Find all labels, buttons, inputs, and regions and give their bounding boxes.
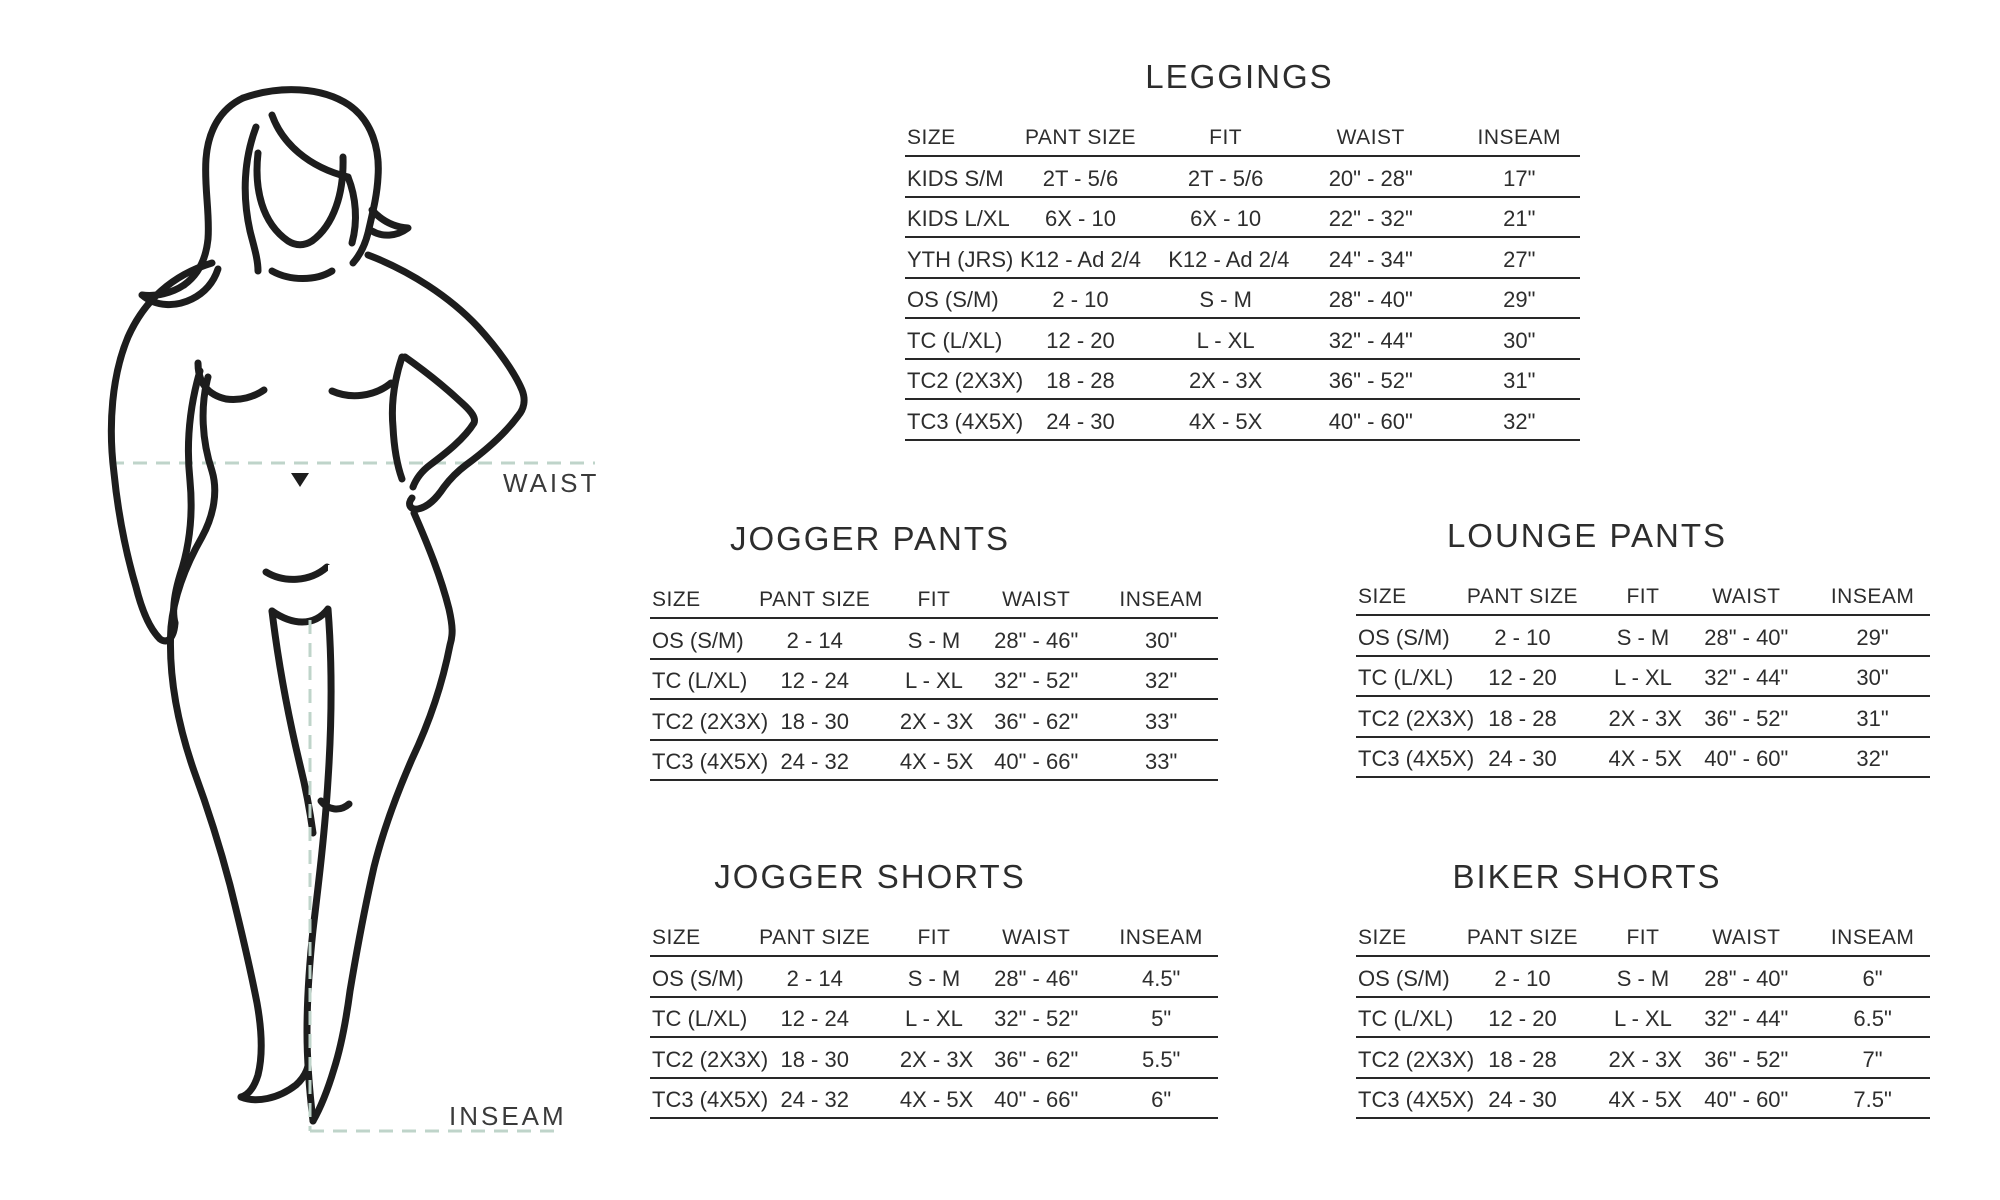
table-cell: KIDS L/XL (907, 206, 1010, 231)
right-breast-curve (332, 383, 391, 396)
table-cell: L - XL (1614, 665, 1672, 690)
table-cell: 18 - 28 (1488, 705, 1557, 731)
table-cell: 12 - 24 (780, 1006, 849, 1031)
table-cell: TC (L/XL) (652, 668, 748, 693)
column-header-size: SIZE (652, 588, 701, 611)
table-row (650, 957, 1218, 998)
table-title: LOUNGE PANTS (1446, 517, 1728, 554)
table-row (650, 660, 1218, 701)
table-cell: 7.5" (1853, 1087, 1892, 1112)
column-header-fit: FIT (917, 588, 951, 611)
left-inner-thigh (272, 611, 313, 833)
table-cell: 30" (1145, 627, 1178, 653)
column-header-inseam: INSEAM (1119, 926, 1203, 949)
table-cell: 4.5" (1141, 965, 1181, 991)
table-body (1356, 616, 1930, 778)
hair-left-strand (245, 127, 258, 271)
size-table-biker-shorts (1356, 860, 1930, 1119)
table-cell: S - M (1199, 287, 1252, 312)
table-cell: 18 - 28 (1046, 368, 1115, 393)
table-header-row (650, 588, 1218, 619)
hair-right-flick (372, 210, 408, 235)
table-cell: 24 - 32 (780, 1087, 849, 1112)
lower-belly-curve (266, 567, 327, 579)
table-row (905, 198, 1580, 239)
table-cell: 2X - 3X (1608, 1046, 1682, 1072)
waist-measure-label: WAIST (503, 468, 600, 498)
table-cell: K12 - Ad 2/4 (1168, 246, 1290, 272)
table-cell: 4X - 5X (1188, 408, 1263, 434)
table-cell: 28" - 46" (994, 627, 1079, 653)
table-cell: 2T - 5/6 (1187, 165, 1264, 191)
table-cell: TC2 (2X3X) (907, 368, 1024, 393)
table-cell: 32" - 44" (1328, 327, 1413, 353)
body-measurement-illustration (60, 75, 600, 1165)
table-cell: 40" - 60" (1328, 408, 1413, 434)
column-header-waist: WAIST (1712, 926, 1781, 949)
column-header-pant-size: PANT SIZE (1466, 585, 1578, 608)
column-header-inseam: INSEAM (1830, 926, 1915, 949)
column-header-pant-size: PANT SIZE (759, 588, 871, 611)
table-row (1356, 1079, 1930, 1120)
table-cell: L - XL (905, 668, 963, 693)
table-cell: 30" (1503, 327, 1536, 353)
table-cell: 32" - 44" (1704, 665, 1789, 690)
table-cell: OS (S/M) (1358, 624, 1450, 650)
table-row (650, 700, 1218, 741)
table-row (905, 319, 1580, 360)
table-cell: TC2 (2X3X) (1358, 705, 1475, 731)
table-header-row (650, 926, 1218, 957)
table-cell: 32" - 44" (1704, 1006, 1789, 1031)
table-title: BIKER SHORTS (1452, 858, 1722, 895)
table-cell: 6" (1862, 965, 1883, 991)
table-cell: TC3 (4X5X) (652, 1087, 769, 1112)
table-cell: 2 - 10 (1494, 624, 1551, 650)
table-cell: TC2 (2X3X) (652, 708, 769, 734)
table-body (650, 619, 1218, 781)
table-row (905, 279, 1580, 320)
column-header-waist: WAIST (1336, 126, 1405, 149)
table-cell: 4X - 5X (1608, 1087, 1682, 1112)
table-cell: 22" - 32" (1328, 206, 1413, 231)
table-cell: 2X - 3X (899, 1046, 974, 1072)
table-row (650, 1079, 1218, 1120)
table-cell: 28" - 40" (1704, 624, 1789, 650)
table-cell: 27" (1503, 246, 1536, 272)
table-cell: 36" - 52" (1704, 705, 1789, 731)
table-row (905, 360, 1580, 401)
table-cell: OS (S/M) (1358, 965, 1450, 991)
table-cell: 29" (1856, 624, 1889, 650)
table-title: JOGGER PANTS (729, 520, 1011, 557)
table-cell: 4X - 5X (899, 749, 974, 774)
table-body (1356, 957, 1930, 1119)
table-row (1356, 697, 1930, 738)
column-header-inseam: INSEAM (1830, 585, 1915, 608)
table-cell: TC3 (4X5X) (1358, 1087, 1475, 1112)
table-cell: 40" - 66" (994, 1087, 1079, 1112)
table-cell: 40" - 66" (994, 749, 1079, 774)
column-header-waist: WAIST (1002, 926, 1071, 949)
table-cell: 2 - 10 (1052, 287, 1109, 312)
table-header-row (1356, 926, 1930, 957)
table-cell: 32" - 52" (994, 668, 1079, 693)
table-cell: TC (L/XL) (652, 1006, 748, 1031)
table-cell: YTH (JRS) (907, 246, 1014, 272)
table-cell: S - M (1616, 965, 1670, 991)
right-torso-upper (392, 357, 402, 479)
table-cell: OS (S/M) (907, 287, 999, 312)
table-cell: K12 - Ad 2/4 (1019, 246, 1142, 272)
table-cell: 6X - 10 (1045, 206, 1116, 231)
table-cell: 17" (1503, 165, 1536, 191)
table-cell: 31" (1503, 368, 1536, 393)
table-cell: 24 - 30 (1488, 1087, 1557, 1112)
table-cell: 36" - 52" (1704, 1046, 1789, 1072)
table-cell: TC3 (4X5X) (652, 749, 769, 774)
column-header-fit: FIT (917, 926, 951, 949)
table-row (905, 157, 1580, 198)
table-cell: 28" - 40" (1328, 287, 1413, 312)
table-cell: 4X - 5X (899, 1087, 974, 1112)
left-arm-outer (111, 263, 212, 641)
face-outline (257, 153, 343, 245)
table-cell: 6" (1151, 1087, 1172, 1112)
table-cell: 2X - 3X (1608, 705, 1682, 731)
table-cell: 2T - 5/6 (1042, 165, 1119, 191)
size-table-lounge-pants (1356, 519, 1930, 778)
table-cell: 12 - 20 (1488, 665, 1557, 690)
hair-part-sweep (272, 115, 348, 177)
column-header-pant-size: PANT SIZE (759, 926, 871, 949)
table-cell: 31" (1856, 705, 1889, 731)
table-cell: 33" (1145, 749, 1178, 774)
crotch-curve (272, 609, 328, 622)
hair-left-outline (184, 98, 243, 285)
table-cell: 12 - 20 (1046, 327, 1115, 353)
table-cell: 30" (1856, 665, 1889, 690)
table-cell: TC2 (2X3X) (652, 1046, 769, 1072)
table-cell: 21" (1503, 206, 1536, 231)
table-cell: TC (L/XL) (907, 327, 1003, 353)
table-cell: 24" - 34" (1328, 246, 1413, 272)
table-cell: S - M (907, 965, 961, 991)
table-cell: TC (L/XL) (1358, 1006, 1454, 1031)
table-cell: 2 - 14 (786, 965, 843, 991)
table-cell: 32" (1856, 746, 1889, 771)
table-cell: TC (L/XL) (1358, 665, 1454, 690)
table-row (1356, 738, 1930, 779)
table-cell: L - XL (905, 1006, 963, 1031)
column-header-size: SIZE (1358, 926, 1407, 949)
size-table-leggings (905, 60, 1580, 441)
table-row (1356, 657, 1930, 698)
column-header-fit: FIT (1626, 926, 1660, 949)
hair-right-outline (243, 90, 378, 263)
table-row (905, 400, 1580, 441)
table-row (650, 998, 1218, 1039)
column-header-inseam: INSEAM (1119, 588, 1203, 611)
table-cell: 28" - 46" (994, 965, 1079, 991)
table-cell: 40" - 60" (1704, 1087, 1789, 1112)
table-cell: 40" - 60" (1704, 746, 1789, 771)
table-row (1356, 998, 1930, 1039)
table-cell: TC2 (2X3X) (1358, 1046, 1475, 1072)
table-cell: 20" - 28" (1328, 165, 1413, 191)
column-header-pant-size: PANT SIZE (1466, 926, 1578, 949)
table-cell: TC3 (4X5X) (1358, 746, 1475, 771)
table-title: LEGGINGS (1145, 58, 1334, 95)
table-cell: 32" (1145, 668, 1178, 693)
table-cell: 7" (1862, 1046, 1883, 1072)
table-cell: 28" - 40" (1704, 965, 1789, 991)
size-table-jogger-shorts (650, 860, 1218, 1119)
column-header-size: SIZE (652, 926, 701, 949)
table-row (905, 238, 1580, 279)
table-cell: 18 - 30 (780, 1046, 849, 1072)
table-header-row (1356, 585, 1930, 616)
table-cell: 24 - 30 (1488, 746, 1557, 771)
inseam-measure-label: INSEAM (449, 1101, 567, 1131)
table-cell: 33" (1145, 708, 1178, 734)
table-cell: L - XL (1614, 1006, 1672, 1031)
table-cell: 12 - 20 (1488, 1006, 1557, 1031)
column-header-size: SIZE (1358, 585, 1407, 608)
table-cell: 36" - 62" (994, 1046, 1079, 1072)
size-table-jogger-pants (650, 522, 1218, 781)
table-cell: 32" (1503, 408, 1536, 434)
table-row (1356, 616, 1930, 657)
table-row (650, 741, 1218, 782)
table-cell: 18 - 30 (780, 708, 849, 734)
table-row (1356, 1038, 1930, 1079)
table-body (905, 157, 1580, 441)
table-row (1356, 957, 1930, 998)
column-header-inseam: INSEAM (1477, 126, 1561, 149)
left-torso-and-leg (170, 377, 261, 1097)
table-cell: 2X - 3X (1188, 368, 1263, 393)
table-cell: 4X - 5X (1608, 746, 1682, 771)
table-row (650, 619, 1218, 660)
table-cell: S - M (907, 627, 961, 653)
table-cell: 6X - 10 (1190, 206, 1262, 231)
table-cell: 36" - 62" (994, 708, 1079, 734)
table-cell: L - XL (1196, 327, 1255, 353)
table-header-row (905, 126, 1580, 157)
table-title: JOGGER SHORTS (714, 858, 1026, 895)
table-row (650, 1038, 1218, 1079)
table-cell: TC3 (4X5X) (907, 408, 1024, 434)
table-cell: 29" (1503, 287, 1536, 312)
table-cell: 6.5" (1853, 1006, 1892, 1031)
table-cell: 2 - 10 (1494, 965, 1551, 991)
table-cell: KIDS S/M (907, 165, 1004, 191)
table-cell: OS (S/M) (652, 627, 744, 653)
table-cell: 2 - 14 (786, 627, 843, 653)
column-header-fit: FIT (1209, 126, 1243, 149)
column-header-fit: FIT (1626, 585, 1660, 608)
table-cell: OS (S/M) (652, 965, 744, 991)
table-cell: 12 - 24 (780, 668, 849, 693)
column-header-waist: WAIST (1002, 588, 1071, 611)
table-cell: 24 - 30 (1046, 408, 1115, 434)
table-cell: 5" (1151, 1006, 1172, 1031)
table-cell: S - M (1616, 624, 1670, 650)
table-cell: 2X - 3X (899, 708, 974, 734)
table-cell: 32" - 52" (994, 1006, 1079, 1031)
column-header-waist: WAIST (1712, 585, 1781, 608)
hair-right-strand (348, 177, 355, 243)
table-cell: 24 - 32 (780, 749, 849, 774)
table-cell: 5.5" (1141, 1046, 1181, 1072)
table-cell: 18 - 28 (1488, 1046, 1557, 1072)
column-header-size: SIZE (907, 126, 956, 149)
table-body (650, 957, 1218, 1119)
column-header-pant-size: PANT SIZE (1024, 126, 1137, 149)
neck-curve (272, 271, 332, 279)
navel-mark (291, 473, 309, 487)
table-cell: 36" - 52" (1328, 368, 1413, 393)
